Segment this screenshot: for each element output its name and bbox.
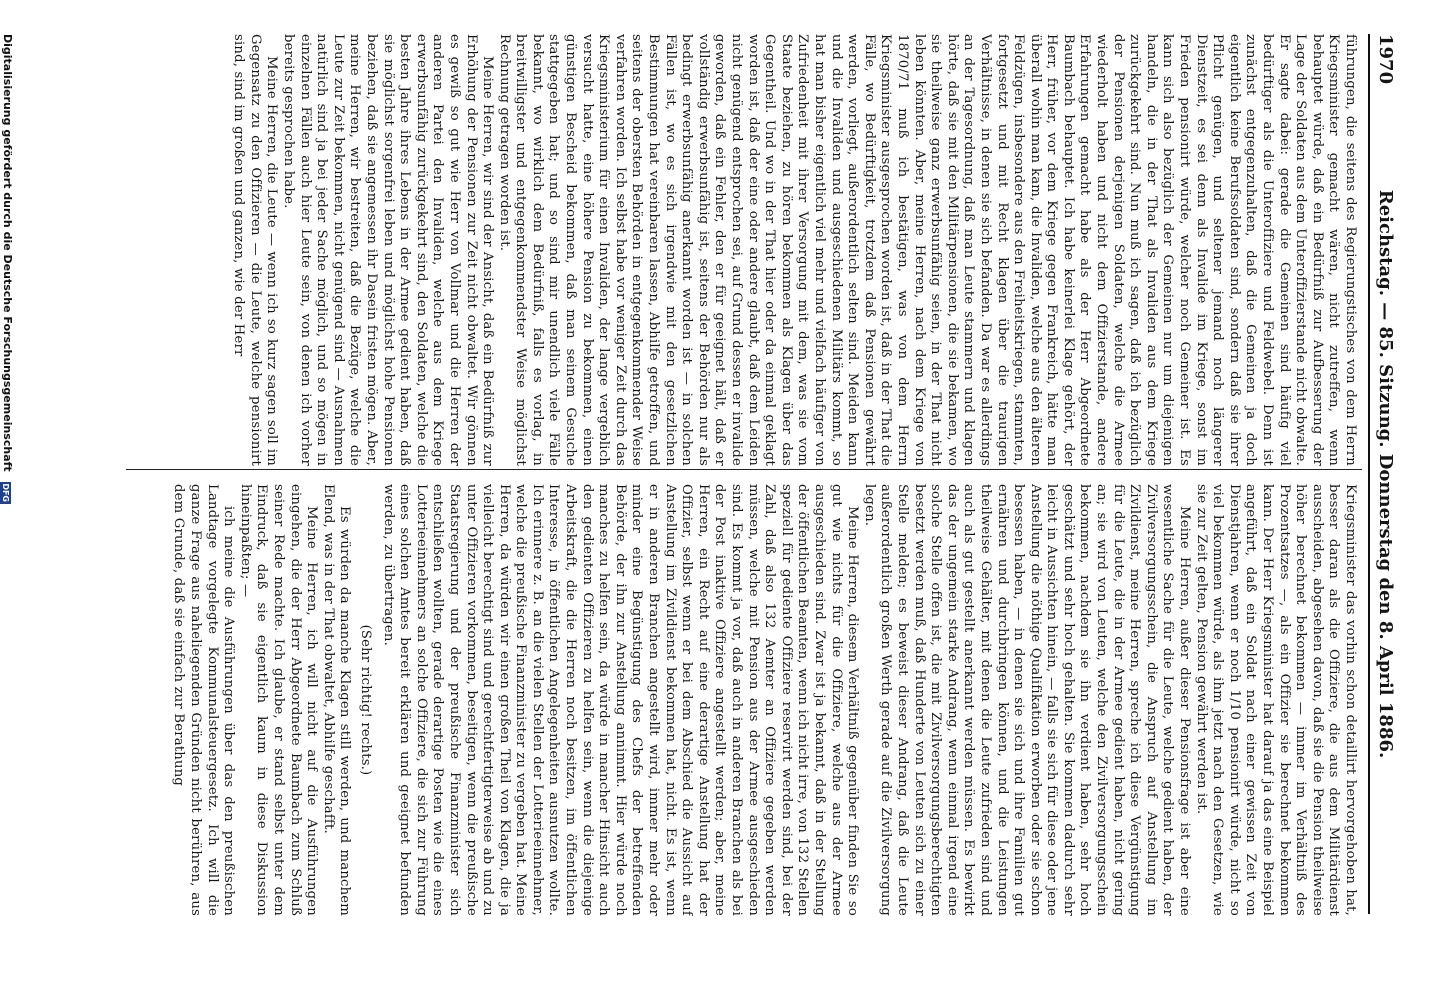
dfg-logo: DFG: [1, 483, 10, 502]
right-column: [128, 484, 1358, 916]
left-column: [128, 34, 1358, 466]
page-number: 1970: [1375, 34, 1396, 85]
left-paragraph: Meine Herren, die Leute — wenn ich so kurz sagen soll im Gegensatz zu den Offizieren — die Leute, welche pensionirt sind, sind im großen und ganzen, wie der Herr: [231, 34, 280, 466]
applause-note: (Sehr richtig! rechts.): [357, 624, 373, 776]
page-header: [1368, 34, 1402, 914]
right-paragraph: Meine Herren, ich will nicht auf die Ausführungen eingehen, die der Herr Abgeordnete Baumbach zum Schluß seiner Rede machte. Ich glaube, er stand selbst unter dem Eindruck, daß sie eigentlich kaum in diese Diskussion hineinpaßten; —: [237, 484, 320, 916]
right-paragraph: ich meine die Ausführungen über das den preußischen Landtage vorgelegte Kommunalsteuergesetz. Ich will die ganze Frage aus naheliegenden Gründen nicht berühren, aus dem Grunde, daß sie einfach zur Berathung: [171, 484, 237, 916]
right-paragraph: Meine Herren, außer dieser Pensionsfrage ist aber eine wesentliche Sache für die Leute, welche gedient haben, der Zivilversorgungsschein, die Anspruch auf Anstellung im Zivildienst, meine Herren, spreche ich diese Vergünstigung für die Leute, die in der Armee gedient haben, nicht gering an; sie wird von Leuten, welche den Zivilversorgungsschein bekommen, nachdem sie ihn verdient haben, sehr hoch geschätzt und sehr hoch gehalten. Sie kommen dadurch sehr leicht in Aussichten hinein, — falls sie sich für diese oder jene Anstellung die nöthige Qualifikation erworben oder sie schon besessen haben, — in denen sie sich und ihre Familien gut ernähren und durchbringen können, und die Leistungen theilweise Gehälter, mit denen die Leute zufrieden sind und auch als gut gestellt anerkannt werden müssen. Es bewirkt das der ungemein starke Andrang, wenn einmal irgend eine solche Stelle offen ist, die mit Zivilversorgungsberechtigten besetzt werden muß, daß Hunderte von Leuten sich zu einer Stelle melden; es beweist dieser Andrang, daß die Leute außerordentlich großen Werth gerade auf die Zivilversorgung legen.: [861, 484, 1193, 916]
right-paragraph: Meine Herren, diesem Verhältniß gegenüber finden Sie so gut wie nichts für die Offiziere, welche aus der Armee ausgeschieden sind. Zwar ist ja bekannt, daß in der Stellung der öffentlichen Beamten, wenn ich nicht irre, von 132 Stellen speziell für gediente Offiziere reservirt werden sind, bei der Zahl, daß also 132 Aemter an Offiziere gegeben werden müssen, welche mit Pension aus der Armee ausgeschieden sind. Es kommt ja vor, daß auch in anderen Branchen als bei der Post inaktive Offiziere angestellt werden; aber, meine Herren, ein Recht auf eine derartige Anstellung hat der Offizier, selbst wenn er bei dem Abschied die Aussicht auf Anstellung im Zivildienst bekommen hat, nicht. Es ist, wenn er in anderen Branchen angestellt wird, immer mehr oder minder eine Begünstigung des Chefs der betreffenden Behörde, der ihn zur Anstellung annimmt. Hier würde noch manches zu helfen sein, da würde in mancher Hinsicht auch den gedienten Offizieren zu helfen sein, wenn die diejenige Arbeitskraft, die die Herren noch besitzen, im öffentlichen Interesse, in öffentlichen Angelegenheiten ausnutzen wollte. Ich erinnere z. B. an die vielen Stellen der Lotterieeinnehmer, welche die preußische Finanzminister zu vergeben hat. Meine Herren, da würden wir einen großen Theil von Klagen, die ja vielleicht berechtigt sind und gerechtfertigterweise ab und zu unter Offizieren vorkommen, beseitigen, wenn die preußische Staatsregierung und der preußische Finanzminister sich entschließen wollten, gerade derartige Posten wie die eines Lotterieeinnehmers an solche Offiziere, die sich zur Führung eines solchen Amtes bereit erklären und geeignet befunden werden, zu übertragen.: [380, 484, 861, 916]
header-rule: [1368, 34, 1370, 914]
left-paragraph: Meine Herren, wir sind der Ansicht, daß ein Bedürfniß zur Erhöhung der Pensionen zur Zeit nicht obwaltet. Wir gönnen es gewiß so gut wie Herr von Vollmar und die Herren der anderen Partei den Invaliden, welche aus dem Kriege erwerbsunfähig zurückgekehrt sind, den Soldaten, welche die besten Jahre ihres Lebens in der Armee gedient haben, daß sie möglichst sorgenfrei leben und möglichst hohe Pensionen beziehen, daß sie angemessen ihr Dasein fristen mögen. Aber, meine Herren, wir bestreiten, daß die Bezüge, welche die Leute zur Zeit bekommen, nicht genügend sind — Ausnahmen natürlich sind ja bei jeder Sache möglich, und so mögen in einzelnen Fällen auch hier Leute sein, von denen ich vorher bereits gesprochen habe.: [281, 34, 496, 466]
digitization-footer: [0, 34, 14, 934]
page-title: Reichstag. — 85. Sitzung. Donnerstag den 8. April 1886.: [1375, 189, 1396, 759]
column-divider: [126, 469, 1362, 470]
footer-text: Digitalisierung gefördert durch die Deutsche Forschungsgemeinschaft: [1, 34, 14, 472]
right-paragraph: Kriegsminister das vorhin schon detaillirt hervorgehoben hat, besser daran als die Offiziere, die aus dem Militärdienst ausscheiden, abgesehen davon, daß sie die Pension theilweise höher berechnet bekommen — immer im Verhältniß des Prozentsatzes —, als ein Offizier sie berechnet bekommen kann. Der Herr Kriegsminister hat darauf ja das eine Beispiel angeführt, daß ein Soldat nach einer gewissen Zeit von Dienstjahren, wenn er noch 1/10 pensionirt würde, nicht so viel bekommen würde, als ihm jetzt nach den Gesetzen, wie sie zur Zeit gelten, Pension gewährt werden ist.: [1193, 484, 1358, 916]
right-paragraph: Es würden da manche Klagen still werden, und manchem Elend, was in der That obwaltet, Abhilfe geschafft.: [320, 484, 353, 916]
left-paragraph: führungen, die seitens des Regierungstisches von dem Herrn Kriegsminister gemacht wären, nicht zutreffen, wenn behauptet würde, daß ein Bedürfniß zur Aufbesserung der Lage der Soldaten aus dem Unteroffizierstande nicht obwalte. Er sagte dabei: gerade die Gemeinen sind häufig viel bedürftiger als die Unteroffiziere und Feldwebel. Denn ist zunächst entgegenzuhalten, daß die Gemeinen ja doch eigentlich keine Berufssoldaten sind, sondern daß sie ihrer Pflicht genügen, und seltener jemand noch längerer Dienstzeit, es sei denn als Invalide im Kriege, sonst im Frieden pensionirt würde, welcher noch Gemeiner ist. Es kann sich also bezüglich der Gemeinen nur um diejenigen handeln, die in der That als Invaliden aus dem Kriege zurückgekehrt sind. Nun muß ich sagen, daß ich bezüglich der Pensionen derjenigen Soldaten, welche die Armee wiederholt haben und nicht dem Offizierstande, andere Erfahrungen gemacht habe als der Herr Abgeordnete Baumbach behauptet. Ich habe keinerlei Klage gehört, der Herr, früher, vor dem Kriege gegen Frankreich, hätte man überall wohin man kam, die Invaliden, welche aus den älteren Feldzügen, insbesondere aus den Freiheitskriegen, stammten, fortgesetzt und mit Recht klagen über die traurigen Verhältnisse, in denen sie sich befanden. Da war es allerdings an der Tagesordnung, daß man Leute stammern und klagen hörte, daß sie mit den Militärpensionen, die sie bekamen, wo sie theilweise ganz erwerbsunfähig seien, in der That nicht leben könnten. Aber, meine Herren, nach dem Kriege von 1870/71 muß ich bestätigen, was von dem Herrn Kriegsminister ausgesprochen worden ist, daß in der That die Fälle, wo Bedürftigkeit, trotzdem daß Pensionen gewährt werden, vorliegt, außerordentlich selten sind. Meiden kann und die Invaliden und ausgeschiedenen Militärs kommt, so hat man bisher eigentlich viel mehr und vielfach häufiger von Zufriedenheit mit ihrer Versorgung mit dem, was sie vom Staate beziehen, zu hören bekommen als Klagen über das Gegentheil. Und wo in der That hier oder da einmal geklagt worden ist, daß der eine oder andere glaubt, daß dem Leiden nicht genügend entsprochen sei, auf Grund dessen er invalide geworden, daß ein Fehler, den er für geeignet hält, daß er vollständig erwerbsunfähig ist, seitens der Behörden nur als bedingt erwerbsunfähig anerkannt worden ist — in solchen Fällen ist, wo es sich irgendwie mit den gesetzlichen Bestimmungen hat vereinbaren lassen, Abhilfe getroffen, und seitens der obersten Behörden in entgegenkommender Weise verfahren worden. Ich selbst habe vor weniger Zeit durch das Kriegsministerium für einen Invaliden, der lange vergeblich versucht hatte, eine höhere Pension zu bekommen, einen günstigen Bescheid bekommen, daß man seinem Gesuche stattgegeben hat; und so sind mir unendlich viele Fälle bekannt, wo wirklich dem Bedürfniß, falls es vorlag, in breitwilligster und entgegenkommendster Weise möglichst Rechnung getragen worden ist.: [496, 34, 1358, 466]
